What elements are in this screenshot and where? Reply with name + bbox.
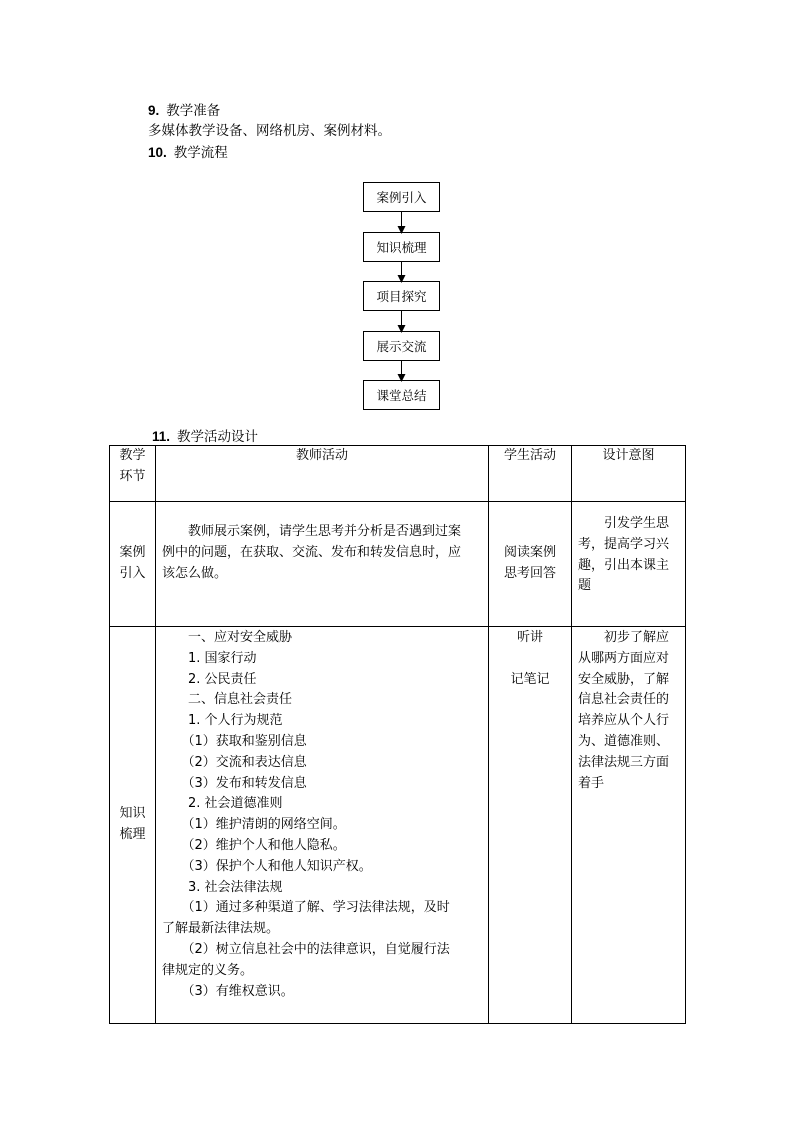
flow-step-summary: 课堂总结 <box>363 380 440 410</box>
section-title-text: 教学流程 <box>173 145 228 161</box>
flow-step-project: 项目探究 <box>363 281 440 311</box>
table-row <box>110 502 686 627</box>
section-title-text: 教学活动设计 <box>177 429 259 445</box>
stage-cell: 案例 引入 <box>110 502 156 627</box>
section-number: 9. <box>148 103 160 118</box>
header-intent: 设计意图 <box>572 446 686 502</box>
section-title-text: 教学准备 <box>166 103 221 119</box>
flow-step-knowledge: 知识梳理 <box>363 232 440 262</box>
section-11-title <box>152 425 258 445</box>
design-intent-cell: 引发学生思 考，提高学习兴 趣，引出本课主 题 <box>572 502 686 627</box>
section-number: 11. <box>152 429 171 444</box>
section-9-body: 多媒体教学设备、网络机房、案例材料。 <box>148 123 391 139</box>
student-activity-cell: 阅读案例 思考回答 <box>489 502 572 627</box>
table-header-row <box>110 446 686 502</box>
activity-table <box>109 445 686 1024</box>
flow-arrows <box>0 0 794 420</box>
header-student: 学生活动 <box>489 446 572 502</box>
teacher-activity-cell: 一、应对安全威胁 1. 国家行动 2. 公民责任 二、信息社会责任 1. 个人行为规范 （1）获取和鉴别信息 （2）交流和表达信息 （3）发布和转发信息 2. 社会道德准则 （1）维护清朗的网络空间。 （2）维护个人和他人隐私。 （3）保护个人和他人知识产权。 3. 社会法律法规 （1）通过多种渠道了解、学习法律法规，及时 了解最新法律法规。 （2）树立信息社会中的法律意识，自觉履行法 律规定的义务。 （3）有维权意识。 <box>156 627 489 1024</box>
header-stage: 教学 环节 <box>110 446 156 502</box>
teacher-activity-cell: 教师展示案例，请学生思考并分析是否遇到过案 例中的问题，在获取、交流、发布和转发信息时，应 该怎么做。 <box>156 502 489 627</box>
section-number: 10. <box>148 145 167 160</box>
flow-step-case-intro: 案例引入 <box>363 182 440 212</box>
student-activity-cell: 听讲 记笔记 <box>489 627 572 1024</box>
header-teacher: 教师活动 <box>156 446 489 502</box>
design-intent-cell: 初步了解应 从哪两方面应对 安全威胁，了解 信息社会责任的 培养应从个人行 为、道德准则、 法律法规三方面 着手 <box>572 627 686 1024</box>
flow-step-showcase: 展示交流 <box>363 331 440 361</box>
stage-cell: 知识 梳理 <box>110 627 156 1024</box>
table-row <box>110 627 686 1024</box>
